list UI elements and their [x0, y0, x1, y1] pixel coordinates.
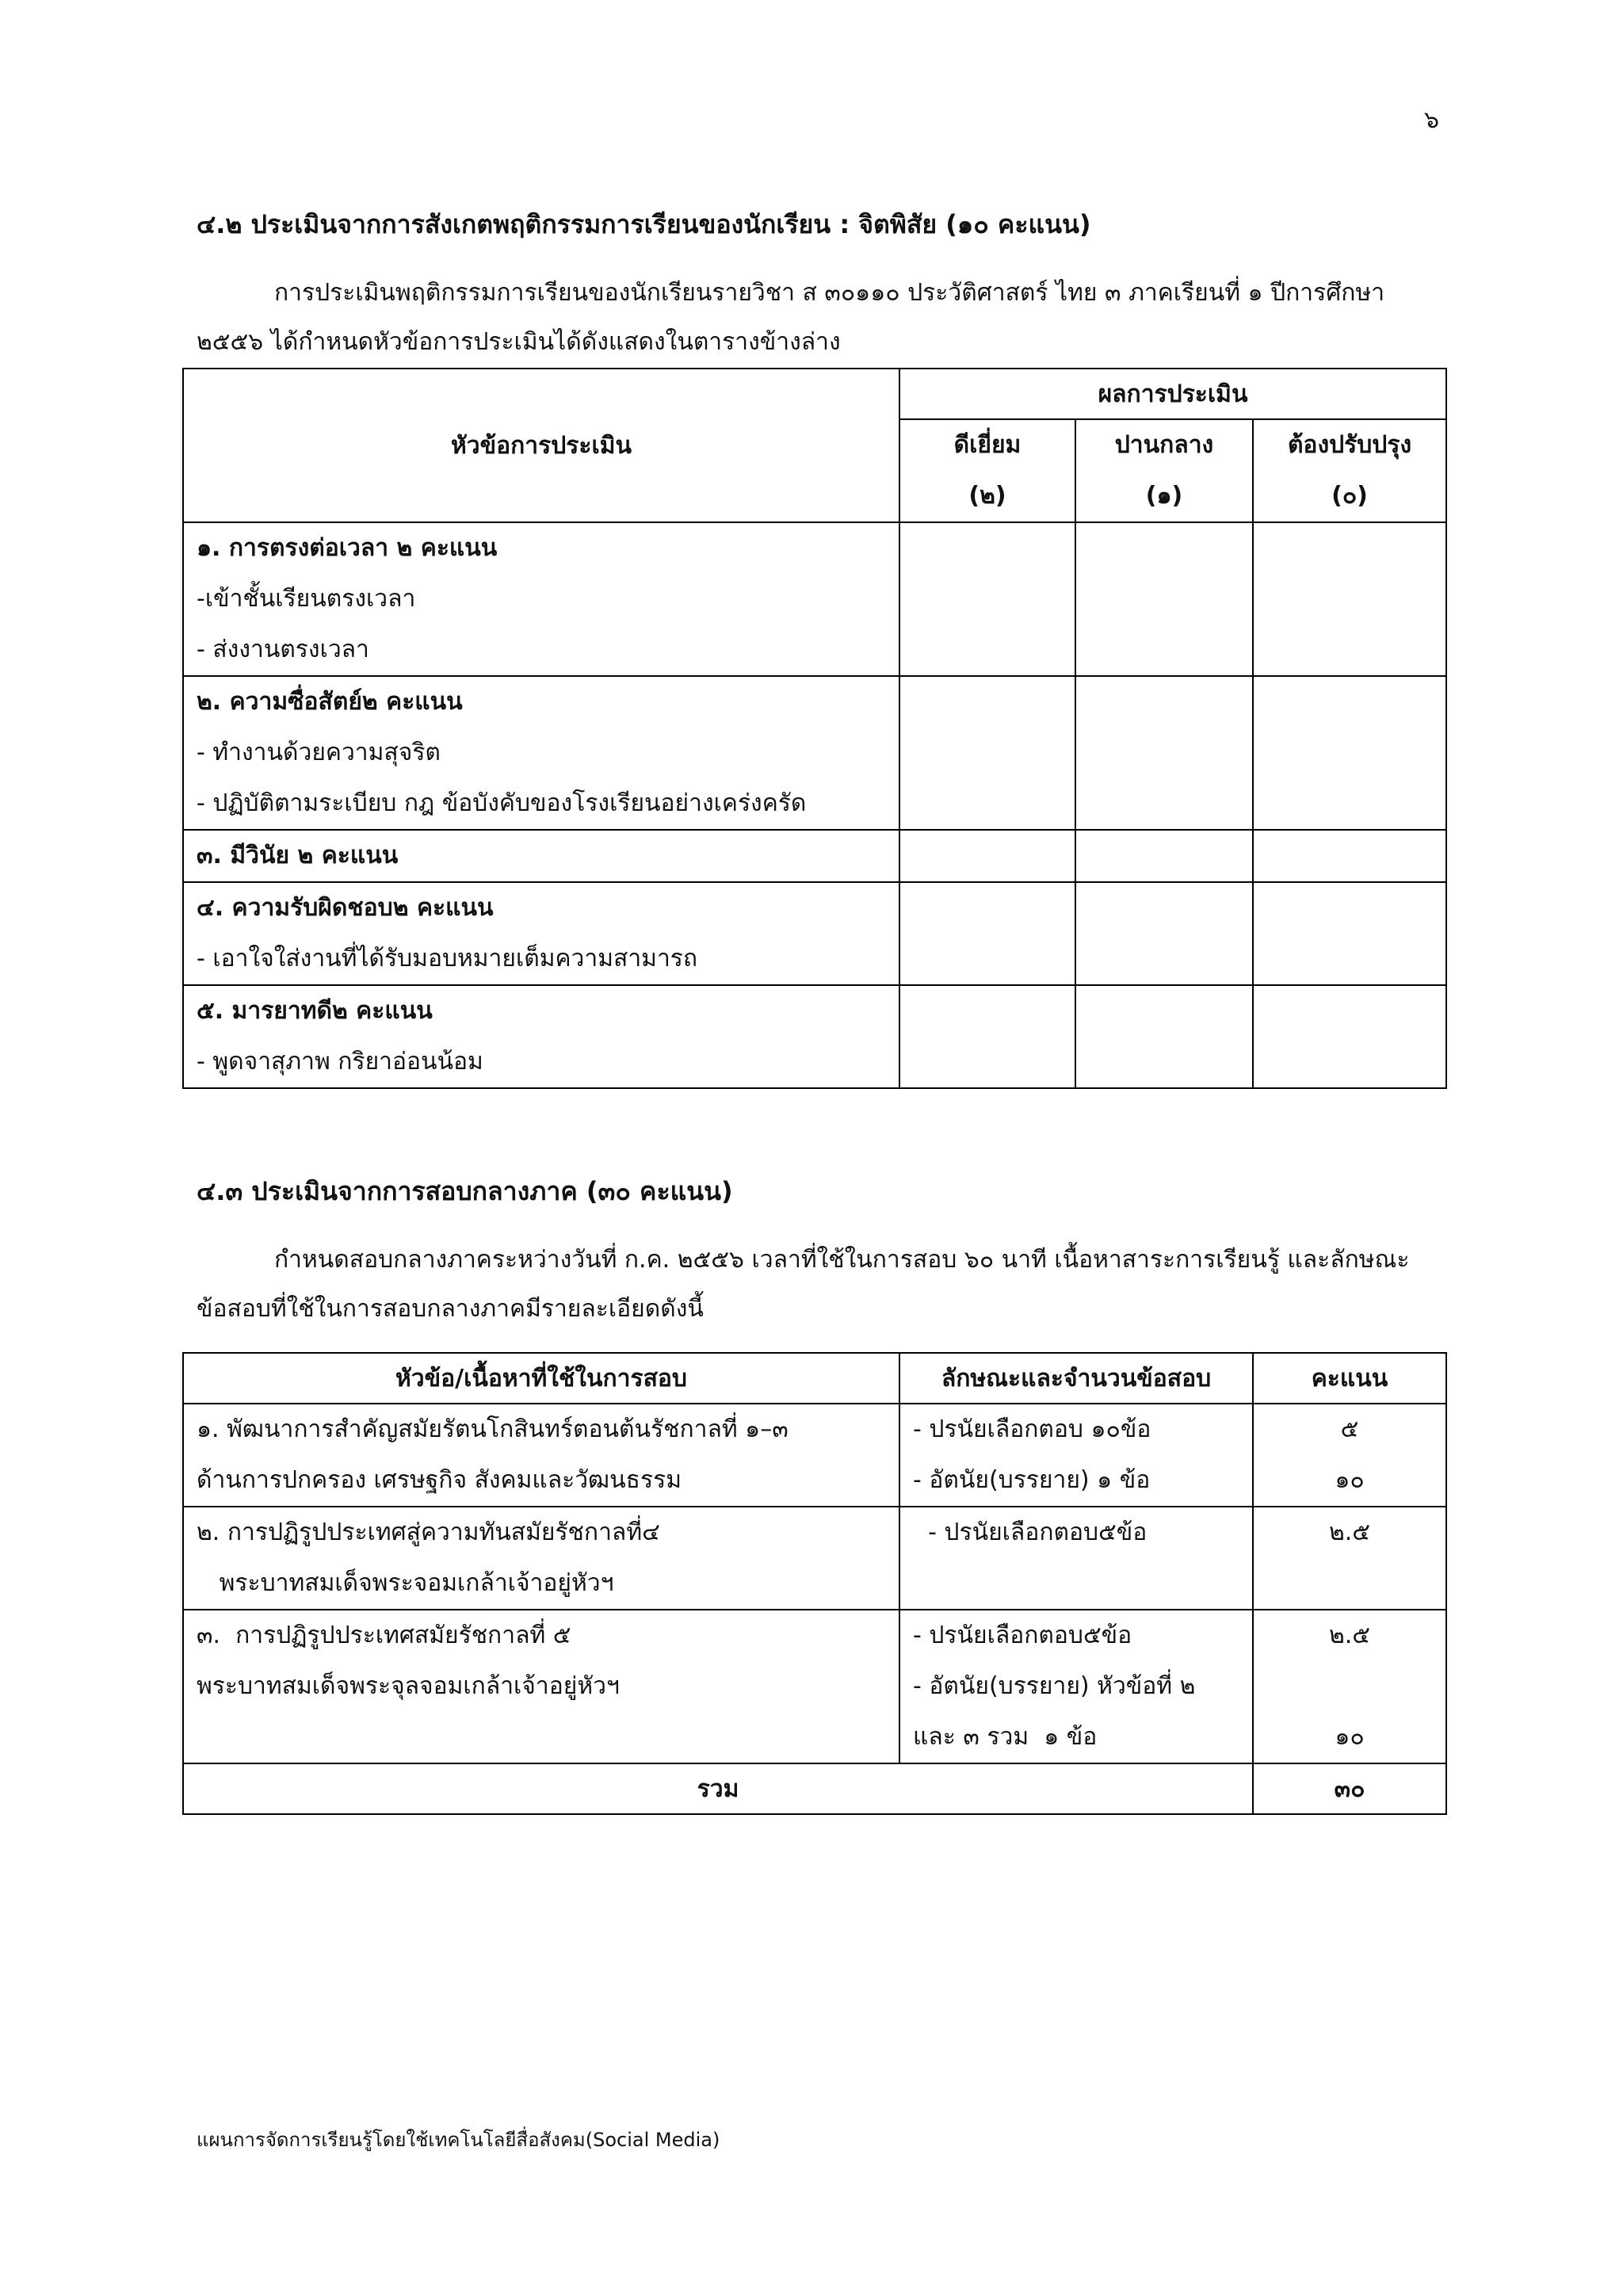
exam-score	[1254, 1661, 1445, 1712]
criterion-item: - ส่งงานตรงเวลา	[197, 636, 369, 663]
level-fair: ปานกลาง (๑)	[1075, 419, 1253, 522]
exam-format-line: - ปรนัยเลือกตอบ ๑๐ข้อ	[913, 1415, 1151, 1443]
page-footer: แผนการจัดการเรียนรู้โดยใช้เทคโนโลยีสื่อสังคม(Social Media)	[197, 2129, 720, 2151]
exam-score: ๑๐	[1335, 1723, 1365, 1751]
rating-cell	[1075, 985, 1253, 1088]
criterion-title: ๑. การตรงต่อเวลา ๒ คะแนน	[197, 534, 498, 562]
rating-cell	[899, 985, 1075, 1088]
section-4-2-heading: ๔.๒ ประเมินจากการสังเกตพฤติกรรมการเรียนของนักเรียน : จิตพิสัย (๑๐ คะแนน)	[197, 209, 1091, 239]
exam-score: ๒.๕	[1328, 1519, 1371, 1546]
rating-cell	[1253, 676, 1446, 830]
exam-topic-line: พระบาทสมเด็จพระจอมเกล้าเจ้าอยู่หัวฯ	[197, 1569, 614, 1597]
exam-topic-line: ๑. พัฒนาการสำคัญสมัยรัตนโกสินทร์ตอนต้นรัชกาลที่ ๑–๓	[197, 1415, 789, 1443]
criterion-item: -เข้าชั้นเรียนตรงเวลา	[197, 585, 416, 613]
level-needs-improvement: ต้องปรับปรุง (๐)	[1253, 419, 1446, 522]
header-exam-score: คะแนน	[1253, 1353, 1446, 1404]
header-exam-format: ลักษณะและจำนวนข้อสอบ	[899, 1353, 1253, 1404]
criterion-item: - พูดจาสุภาพ กริยาอ่อนน้อม	[197, 1048, 483, 1075]
header-assessment-result: ผลการประเมิน	[899, 369, 1446, 419]
exam-score: ๑๐	[1335, 1466, 1365, 1494]
rating-cell	[899, 882, 1075, 985]
exam-topic-line: ๓. การปฏิรูปประเทศสมัยรัชกาลที่ ๕	[197, 1622, 571, 1649]
table-row	[183, 1404, 1446, 1507]
exam-topic-line: ๒. การปฏิรูปประเทศสู่ความทันสมัยรัชกาลที่๔	[197, 1519, 660, 1546]
rating-cell	[899, 522, 1075, 676]
section-4-3-heading: ๔.๓ ประเมินจากการสอบกลางภาค (๓๐ คะแนน)	[197, 1176, 733, 1206]
midterm-exam-table	[182, 1352, 1447, 1815]
rating-cell	[1253, 522, 1446, 676]
rating-cell	[1075, 882, 1253, 985]
exam-format-line: - อัตนัย(บรรยาย) ๑ ข้อ	[913, 1466, 1151, 1494]
rating-cell	[1253, 830, 1446, 882]
criterion-title: ๒. ความซื่อสัตย์๒ คะแนน	[197, 688, 463, 716]
table-row	[183, 985, 1446, 1088]
criterion-title: ๕. มารยาทดี๒ คะแนน	[197, 997, 433, 1025]
table-row	[183, 830, 1446, 882]
level-excellent: ดีเยี่ยม (๒)	[899, 419, 1075, 522]
table-row	[183, 882, 1446, 985]
exam-format-line: - ปรนัยเลือกตอบ๕ข้อ	[913, 1622, 1132, 1649]
criterion-title: ๓. มีวินัย ๒ คะแนน	[197, 842, 399, 869]
total-label: รวม	[183, 1763, 1253, 1814]
rating-cell	[1075, 676, 1253, 830]
table-row	[183, 1610, 1446, 1763]
section-4-3-paragraph-line-1: กำหนดสอบกลางภาคระหว่างวันที่ ก.ค. ๒๕๕๖ เวลาที่ใช้ในการสอบ ๖๐ นาที เนื้อหาสาระการเรียนรู้ และลักษณะ	[274, 1246, 1410, 1274]
exam-format-line: - อัตนัย(บรรยาย) หัวข้อที่ ๒	[913, 1672, 1196, 1700]
rating-cell	[899, 830, 1075, 882]
section-4-3-paragraph-line-2: ข้อสอบที่ใช้ในการสอบกลางภาคมีรายละเอียดดังนี้	[197, 1295, 704, 1323]
exam-score: ๕	[1340, 1415, 1359, 1443]
exam-topic-line: ด้านการปกครอง เศรษฐกิจ สังคมและวัฒนธรรม	[197, 1466, 682, 1494]
table-row	[183, 522, 1446, 676]
rating-cell	[1075, 830, 1253, 882]
criterion-item: - เอาใจใส่งานที่ได้รับมอบหมายเต็มความสามารถ	[197, 945, 698, 972]
section-4-2-paragraph-line-1: การประเมินพฤติกรรมการเรียนของนักเรียนรายวิชา ส ๓๐๑๑๐ ประวัติศาสตร์ ไทย ๓ ภาคเรียนที่ ๑ ปีการศึกษา	[274, 279, 1385, 307]
rating-cell	[1253, 985, 1446, 1088]
table-row	[183, 1507, 1446, 1610]
criterion-item: - ปฏิบัติตามระเบียบ กฎ ข้อบังคับของโรงเรียนอย่างเคร่งครัด	[197, 789, 807, 817]
exam-format-line: - ปรนัยเลือกตอบ๕ข้อ	[913, 1519, 1148, 1546]
exam-score: ๒.๕	[1328, 1622, 1371, 1649]
behavior-assessment-table	[182, 368, 1447, 1089]
total-score: ๓๐	[1253, 1763, 1446, 1814]
exam-format-line: และ ๓ รวม ๑ ข้อ	[913, 1723, 1098, 1751]
header-exam-topic: หัวข้อ/เนื้อหาที่ใช้ในการสอบ	[183, 1353, 899, 1404]
criterion-title: ๔. ความรับผิดชอบ๒ คะแนน	[197, 894, 494, 922]
rating-cell	[1075, 522, 1253, 676]
table-row-total	[183, 1763, 1446, 1814]
section-4-2-paragraph-line-2: ๒๕๕๖ ได้กำหนดหัวข้อการประเมินได้ดังแสดงในตารางข้างล่าง	[197, 328, 841, 356]
rating-cell	[1253, 882, 1446, 985]
header-assessment-topic: หัวข้อการประเมิน	[183, 369, 899, 522]
table-row	[183, 676, 1446, 830]
exam-topic-line: พระบาทสมเด็จพระจุลจอมเกล้าเจ้าอยู่หัวฯ	[197, 1672, 620, 1700]
page-number: ๖	[1423, 106, 1439, 134]
rating-cell	[899, 676, 1075, 830]
criterion-item: - ทำงานด้วยความสุจริต	[197, 739, 441, 766]
